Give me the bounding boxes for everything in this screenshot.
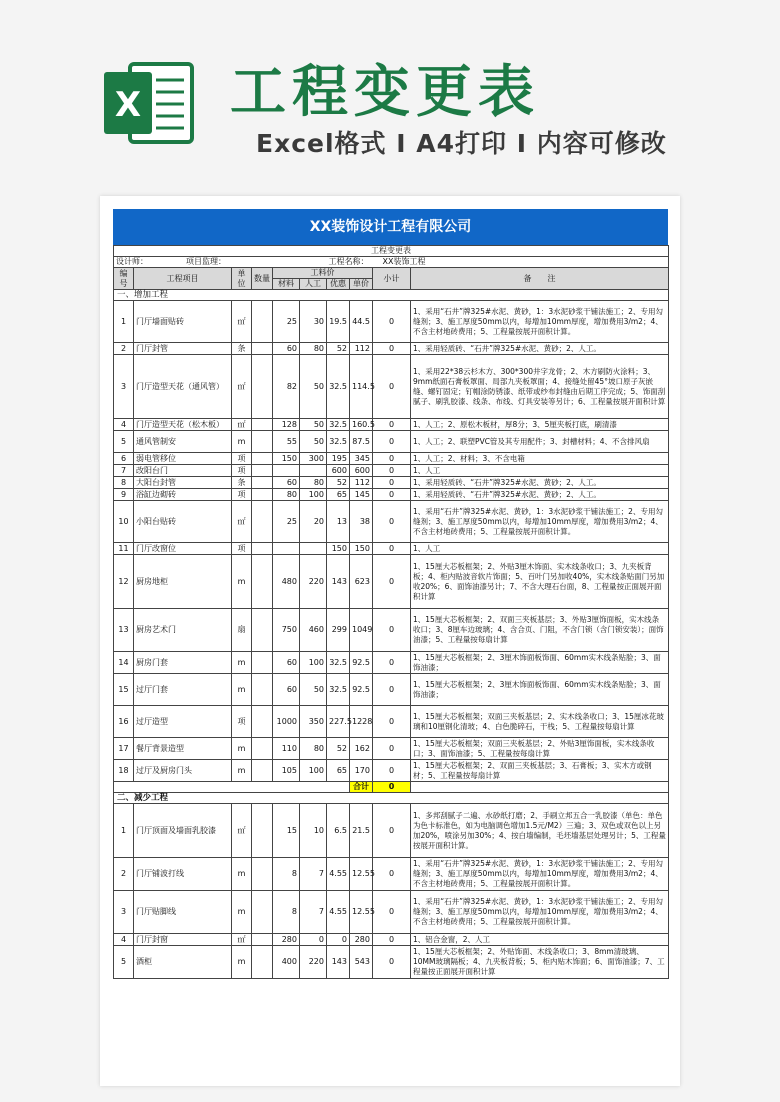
cell-sub: 0 [373, 760, 411, 782]
cell-mat: 60 [273, 652, 300, 674]
cell-lab: 50 [300, 419, 327, 431]
cell-note: 1、采用轻质砖、“石井”牌325#水泥、黄砂；2、人工。 [411, 477, 669, 489]
cell-lab [300, 465, 327, 477]
cell-sub: 0 [373, 489, 411, 501]
cell-item: 过厅门套 [134, 674, 232, 706]
cell-sub: 0 [373, 431, 411, 453]
cell-unit: ㎡ [232, 419, 252, 431]
cell-sub: 0 [373, 301, 411, 343]
total-label: 合计 [350, 782, 373, 793]
cell-qty [252, 738, 273, 760]
cell-note: 1、15厘大芯板框架；2、外贴3厘木饰面、实木线条收口；3、九夹板背板；4、柜内贴波音软片饰面；5、百叶门另加收40%，实木线条贴面门另加收20%；6、面饰油漆另计；7、不含大理石台面，8、工程量按正面展开面积计算 [411, 555, 669, 609]
section-add: 一、增加工程 [114, 290, 669, 301]
cell-qty [252, 609, 273, 652]
cell-mat [273, 465, 300, 477]
cell-qty [252, 555, 273, 609]
cell-lab: 50 [300, 674, 327, 706]
cell-lab: 50 [300, 355, 327, 419]
cell-lab: 10 [300, 804, 327, 858]
cell-disc: 52 [327, 343, 350, 355]
cell-qty [252, 301, 273, 343]
cell-disc: 65 [327, 489, 350, 501]
cell-unit: ㎡ [232, 301, 252, 343]
cell-lab: 220 [300, 555, 327, 609]
table-row [114, 946, 669, 979]
cell-unit: 项 [232, 465, 252, 477]
cell-qty [252, 419, 273, 431]
cell-up: 12.55 [350, 858, 373, 891]
spreadsheet [113, 209, 668, 979]
cell-unit: m [232, 760, 252, 782]
cell-item: 门厅贴脚线 [134, 891, 232, 934]
cell-up: 170 [350, 760, 373, 782]
cell-mat: 60 [273, 477, 300, 489]
cell-no: 13 [114, 609, 134, 652]
cell-no: 8 [114, 477, 134, 489]
cell-up: 1049 [350, 609, 373, 652]
cell-item: 门厅墙面贴砖 [134, 301, 232, 343]
cell-qty [252, 465, 273, 477]
cell-up: 345 [350, 453, 373, 465]
cell-qty [252, 804, 273, 858]
table-row [114, 453, 669, 465]
cell-mat: 128 [273, 419, 300, 431]
col-labor: 人工 [300, 279, 327, 290]
cell-no: 7 [114, 465, 134, 477]
cell-note: 1、采用“石井”牌325#水泥、黄砂，1：3水泥砂浆干铺法施工；2、专用勾缝剂；3、施工厚度50mm以内，每增加10mm厚度，增加费用3/m2；4、不含主材地砖费用；5、工程量按展开面积计算。 [411, 891, 669, 934]
cell-disc: 52 [327, 738, 350, 760]
cell-lab: 80 [300, 477, 327, 489]
cell-disc: 32.5 [327, 431, 350, 453]
cell-up: 600 [350, 465, 373, 477]
logo-letter: X [114, 85, 142, 125]
cell-note: 1、人工；2、联塑PVC管及其专用配件；3、封槽材料；4、不含排风扇 [411, 431, 669, 453]
cell-no: 5 [114, 431, 134, 453]
cell-no: 10 [114, 501, 134, 543]
cell-qty [252, 501, 273, 543]
cell-qty [252, 858, 273, 891]
form-title: 工程变更表 [114, 246, 669, 257]
cell-item: 大阳台封管 [134, 477, 232, 489]
cell-no: 1 [114, 301, 134, 343]
cell-note: 1、人工；2、原松木板材，厚8分；3、5厘夹板打底，刷清漆 [411, 419, 669, 431]
cell-disc: 52 [327, 477, 350, 489]
cell-lab: 350 [300, 706, 327, 738]
cell-no: 11 [114, 543, 134, 555]
cell-note: 1、15厘大芯板框架；2、3厘木饰面板饰面、60mm实木线条贴脸；3、面饰油漆； [411, 652, 669, 674]
cell-lab: 300 [300, 453, 327, 465]
cell-up: 162 [350, 738, 373, 760]
cell-note: 1、采用轻质砖、“石井”牌325#水泥、黄砂；2、人工。 [411, 343, 669, 355]
cell-mat: 60 [273, 343, 300, 355]
cell-qty [252, 652, 273, 674]
cell-item: 餐厅背景造型 [134, 738, 232, 760]
cell-note: 1、人工 [411, 543, 669, 555]
cell-note: 1、采用“石井”牌325#水泥、黄砂，1：3水泥砂浆干铺法施工；2、专用勾缝剂；3、施工厚度50mm以内，每增加10mm厚度，增加费用3/m2；4、不含主材地砖费用；5、工程量按展开面积计算。 [411, 301, 669, 343]
cell-lab: 100 [300, 489, 327, 501]
cell-qty [252, 891, 273, 934]
cell-mat: 25 [273, 301, 300, 343]
cell-note: 1、多邦刮腻子二遍、水砂纸打磨；2、手刷立邦五合一乳胶漆（单色：单色为色卡标准色，如为电脑调色增加1.5元/M2）三遍；3、双色或双色以上另加20%，喷涂另加30%；4、按白墙编制，毛坯墙基层处理另计；5、工程量按展开面积计算。 [411, 804, 669, 858]
table-row [114, 738, 669, 760]
cell-mat: 480 [273, 555, 300, 609]
designer-label: 设计师： 项目监理： [114, 257, 232, 268]
cell-up: 280 [350, 934, 373, 946]
cell-up: 112 [350, 343, 373, 355]
cell-up: 12.55 [350, 891, 373, 934]
cell-lab: 30 [300, 301, 327, 343]
cell-unit: ㎡ [232, 501, 252, 543]
cell-unit: 项 [232, 543, 252, 555]
cell-unit: 条 [232, 343, 252, 355]
cell-qty [252, 543, 273, 555]
cell-lab: 7 [300, 891, 327, 934]
cell-up: 160.5 [350, 419, 373, 431]
cell-item: 过厅及厨房门头 [134, 760, 232, 782]
supervisor-label: 项目监理： [186, 257, 226, 266]
cell-unit: m [232, 891, 252, 934]
cell-no: 18 [114, 760, 134, 782]
cell-sub: 0 [373, 946, 411, 979]
cell-note: 1、15厘大芯板框架；2、双面三夹板基层；3、外贴3厘饰面板，实木线条收口；3、8厘车边玻璃；4、含合页、门阻，不含门锁（含门锁安装）；面饰油漆；5、工程量按每扇计算 [411, 609, 669, 652]
cell-lab: 20 [300, 501, 327, 543]
cell-sub: 0 [373, 343, 411, 355]
table-row [114, 674, 669, 706]
cell-qty [252, 706, 273, 738]
table-row [114, 760, 669, 782]
cell-up: 38 [350, 501, 373, 543]
cell-sub: 0 [373, 934, 411, 946]
col-unit-price: 单价 [350, 279, 373, 290]
cell-disc: 65 [327, 760, 350, 782]
cell-mat: 280 [273, 934, 300, 946]
table-row [114, 431, 669, 453]
table-row [114, 355, 669, 419]
cell-item: 门厅顶面及墙面乳胶漆 [134, 804, 232, 858]
cell-item: 浴缸边砌砖 [134, 489, 232, 501]
table-row [114, 609, 669, 652]
cell-no: 15 [114, 674, 134, 706]
cell-disc: 143 [327, 555, 350, 609]
cell-item: 门厅封窗 [134, 934, 232, 946]
cell-qty [252, 453, 273, 465]
cell-item: 门厅造型天花（松木板） [134, 419, 232, 431]
cell-qty [252, 343, 273, 355]
cell-qty [252, 355, 273, 419]
cell-sub: 0 [373, 738, 411, 760]
col-remark: 备 注 [411, 268, 669, 290]
cell-no: 3 [114, 891, 134, 934]
cell-qty [252, 946, 273, 979]
cell-item: 酒柜 [134, 946, 232, 979]
cell-no: 9 [114, 489, 134, 501]
cell-lab: 220 [300, 946, 327, 979]
cell-no: 16 [114, 706, 134, 738]
col-discount: 优惠 [327, 279, 350, 290]
cell-sub: 0 [373, 804, 411, 858]
page-subtitle: Excel格式 I A4打印 I 内容可修改 [256, 129, 667, 158]
cell-disc: 32.5 [327, 355, 350, 419]
cell-sub: 0 [373, 609, 411, 652]
cell-up: 1228 [350, 706, 373, 738]
table-row [114, 301, 669, 343]
cell-item: 门厅造型天花（通风管） [134, 355, 232, 419]
cell-sub: 0 [373, 355, 411, 419]
cell-no: 6 [114, 453, 134, 465]
cell-qty [252, 431, 273, 453]
project-name: 工程名称： XX装饰工程 [327, 257, 669, 268]
table-row [114, 706, 669, 738]
cell-item: 门厅封管 [134, 343, 232, 355]
cell-disc: 195 [327, 453, 350, 465]
cell-no: 2 [114, 343, 134, 355]
cell-unit: ㎡ [232, 355, 252, 419]
col-material: 材料 [273, 279, 300, 290]
cell-disc: 19.5 [327, 301, 350, 343]
cell-mat: 750 [273, 609, 300, 652]
cell-mat [273, 543, 300, 555]
cell-lab: 7 [300, 858, 327, 891]
cell-item: 过厅造型 [134, 706, 232, 738]
cell-mat: 105 [273, 760, 300, 782]
cell-unit: m [232, 858, 252, 891]
table-row [114, 555, 669, 609]
table-row [114, 934, 669, 946]
cell-sub: 0 [373, 453, 411, 465]
cell-note: 1、15厘大芯板框架；2、外贴饰面、木线条收口；3、8mm清玻璃、10MM玻璃隔板；4、九夹板背板；5、柜内贴木饰面；6、面饰油漆；7、工程量按正面展开面积计算 [411, 946, 669, 979]
cell-lab: 80 [300, 738, 327, 760]
cell-lab: 80 [300, 343, 327, 355]
table-row [114, 543, 669, 555]
cell-qty [252, 674, 273, 706]
cell-up: 92.5 [350, 652, 373, 674]
cell-up: 114.5 [350, 355, 373, 419]
cell-mat: 55 [273, 431, 300, 453]
col-subtotal: 小计 [373, 268, 411, 290]
cell-disc: 143 [327, 946, 350, 979]
cell-item: 弱电管移位 [134, 453, 232, 465]
cell-disc: 32.5 [327, 652, 350, 674]
cell-item: 门厅改窗位 [134, 543, 232, 555]
cell-no: 4 [114, 419, 134, 431]
cell-lab: 100 [300, 760, 327, 782]
cell-sub: 0 [373, 652, 411, 674]
table-row [114, 343, 669, 355]
cell-disc: 0 [327, 934, 350, 946]
table-row [114, 858, 669, 891]
company-banner: XX装饰设计工程有限公司 [113, 209, 668, 245]
cell-disc: 600 [327, 465, 350, 477]
cell-note: 1、15厘大芯板框架；双面三夹板基层；2、实木线条收口；3、15厘冰花玻璃和10厘钢化清玻；4、白色脆碎石，干栈；5、工程量按每扇计算 [411, 706, 669, 738]
cell-sub: 0 [373, 891, 411, 934]
cell-unit: 扇 [232, 609, 252, 652]
cell-unit: m [232, 674, 252, 706]
cell-up: 112 [350, 477, 373, 489]
table-row [114, 891, 669, 934]
cell-mat: 25 [273, 501, 300, 543]
cell-disc: 6.5 [327, 804, 350, 858]
cell-item: 厨房门套 [134, 652, 232, 674]
cell-sub: 0 [373, 706, 411, 738]
cell-note: 1、采用“石井”牌325#水泥、黄砂，1：3水泥砂浆干铺法施工；2、专用勾缝剂；3、施工厚度50mm以内，每增加10mm厚度，增加费用3/m2；4、不含主材地砖费用；5、工程量按展开面积计算。 [411, 858, 669, 891]
cell-disc: 4.55 [327, 891, 350, 934]
total-value: 0 [373, 782, 411, 793]
table-row [114, 465, 669, 477]
col-no: 编号 [114, 268, 134, 290]
excel-logo-icon [100, 58, 198, 148]
col-unit: 单位 [232, 268, 252, 290]
table-row [114, 489, 669, 501]
cell-unit: 项 [232, 453, 252, 465]
cell-item: 门厅铺波打线 [134, 858, 232, 891]
cell-unit: 项 [232, 489, 252, 501]
cell-note: 1、15厘大芯板框架；2、3厘木饰面板饰面、60mm实木线条贴脸；3、面饰油漆； [411, 674, 669, 706]
col-item: 工程项目 [134, 268, 232, 290]
cell-unit: m [232, 738, 252, 760]
cell-mat: 110 [273, 738, 300, 760]
cell-sub: 0 [373, 858, 411, 891]
cell-disc: 13 [327, 501, 350, 543]
cell-disc: 32.5 [327, 674, 350, 706]
cell-lab: 100 [300, 652, 327, 674]
cell-up: 92.5 [350, 674, 373, 706]
cell-unit: m [232, 431, 252, 453]
cell-mat: 15 [273, 804, 300, 858]
cell-disc: 227.5 [327, 706, 350, 738]
cell-sub: 0 [373, 555, 411, 609]
cell-up: 145 [350, 489, 373, 501]
cell-unit: m [232, 652, 252, 674]
table-row [114, 804, 669, 858]
cell-disc: 32.5 [327, 419, 350, 431]
cell-up: 44.5 [350, 301, 373, 343]
cell-up: 87.5 [350, 431, 373, 453]
cell-mat: 400 [273, 946, 300, 979]
cell-unit: ㎡ [232, 934, 252, 946]
cell-disc: 150 [327, 543, 350, 555]
col-price: 工料价 [273, 268, 373, 279]
cell-item: 改阳台门 [134, 465, 232, 477]
col-qty: 数量 [252, 268, 273, 290]
cell-note: 1、人工 [411, 465, 669, 477]
cell-sub: 0 [373, 501, 411, 543]
cell-up: 21.5 [350, 804, 373, 858]
cell-note: 1、15厘大芯板框架；2、双面三夹板基层；3、石膏板；3、实木方或钢材；5、工程量按每扇计算 [411, 760, 669, 782]
cell-note: 1、铝合金窗，2、人工 [411, 934, 669, 946]
cell-mat: 150 [273, 453, 300, 465]
cell-qty [252, 760, 273, 782]
cell-unit: ㎡ [232, 804, 252, 858]
cell-lab [300, 543, 327, 555]
cell-unit: 项 [232, 706, 252, 738]
cell-up: 150 [350, 543, 373, 555]
cell-mat: 1000 [273, 706, 300, 738]
table-row [114, 419, 669, 431]
cell-lab: 50 [300, 431, 327, 453]
cell-sub: 0 [373, 543, 411, 555]
table-row [114, 501, 669, 543]
table-row [114, 477, 669, 489]
cell-mat: 60 [273, 674, 300, 706]
cell-qty [252, 934, 273, 946]
page-title: 工程变更表 [230, 60, 540, 125]
total-row [114, 782, 669, 793]
cell-no: 1 [114, 804, 134, 858]
cell-no: 14 [114, 652, 134, 674]
cell-up: 543 [350, 946, 373, 979]
cell-qty [252, 477, 273, 489]
cell-note: 1、人工；2、材料；3、不含电箱 [411, 453, 669, 465]
cell-note: 1、采用轻质砖、“石井”牌325#水泥、黄砂；2、人工。 [411, 489, 669, 501]
cell-unit: 条 [232, 477, 252, 489]
cell-note: 1、采用22*38云杉木方、300*300井字龙骨；2、木方刷防火涂料；3、9mm纸面石膏板罩面、局部九夹板罩面；4、接缝处留45°坡口原子灰嵌缝、螺钉固定；钉帽涂防锈漆、纸带或纱布封缝由后期工序完成；5、饰面刮腻子、刷乳胶漆、线条、布线、灯具安装等另计；6、工程量按展开面积计算 [411, 355, 669, 419]
cell-item: 厨房地柜 [134, 555, 232, 609]
cell-lab: 460 [300, 609, 327, 652]
cell-no: 12 [114, 555, 134, 609]
cell-lab: 0 [300, 934, 327, 946]
cell-mat: 8 [273, 891, 300, 934]
cell-item: 厨房艺术门 [134, 609, 232, 652]
cell-sub: 0 [373, 419, 411, 431]
cell-mat: 82 [273, 355, 300, 419]
cell-no: 17 [114, 738, 134, 760]
cell-no: 3 [114, 355, 134, 419]
cell-sub: 0 [373, 477, 411, 489]
cell-qty [252, 489, 273, 501]
cell-unit: m [232, 555, 252, 609]
change-table [113, 245, 669, 979]
cell-disc: 299 [327, 609, 350, 652]
cell-up: 623 [350, 555, 373, 609]
cell-mat: 8 [273, 858, 300, 891]
cell-disc: 4.55 [327, 858, 350, 891]
section-reduce: 二、减少工程 [114, 793, 669, 804]
cell-item: 通风管制安 [134, 431, 232, 453]
cell-unit: m [232, 946, 252, 979]
cell-no: 5 [114, 946, 134, 979]
cell-no: 2 [114, 858, 134, 891]
cell-mat: 80 [273, 489, 300, 501]
cell-no: 4 [114, 934, 134, 946]
cell-note: 1、采用“石井”牌325#水泥、黄砂，1：3水泥砂浆干铺法施工；2、专用勾缝剂；3、施工厚度50mm以内，每增加10mm厚度，增加费用3/m2；4、不含主材地砖费用；5、工程量按展开面积计算。 [411, 501, 669, 543]
cell-sub: 0 [373, 465, 411, 477]
cell-item: 小阳台贴砖 [134, 501, 232, 543]
cell-sub: 0 [373, 674, 411, 706]
cell-note: 1、15厘大芯板框架；双面三夹板基层；2、外贴3厘饰面板，实木线条收口；3、面饰油漆；5、工程量按每扇计算 [411, 738, 669, 760]
table-row [114, 652, 669, 674]
